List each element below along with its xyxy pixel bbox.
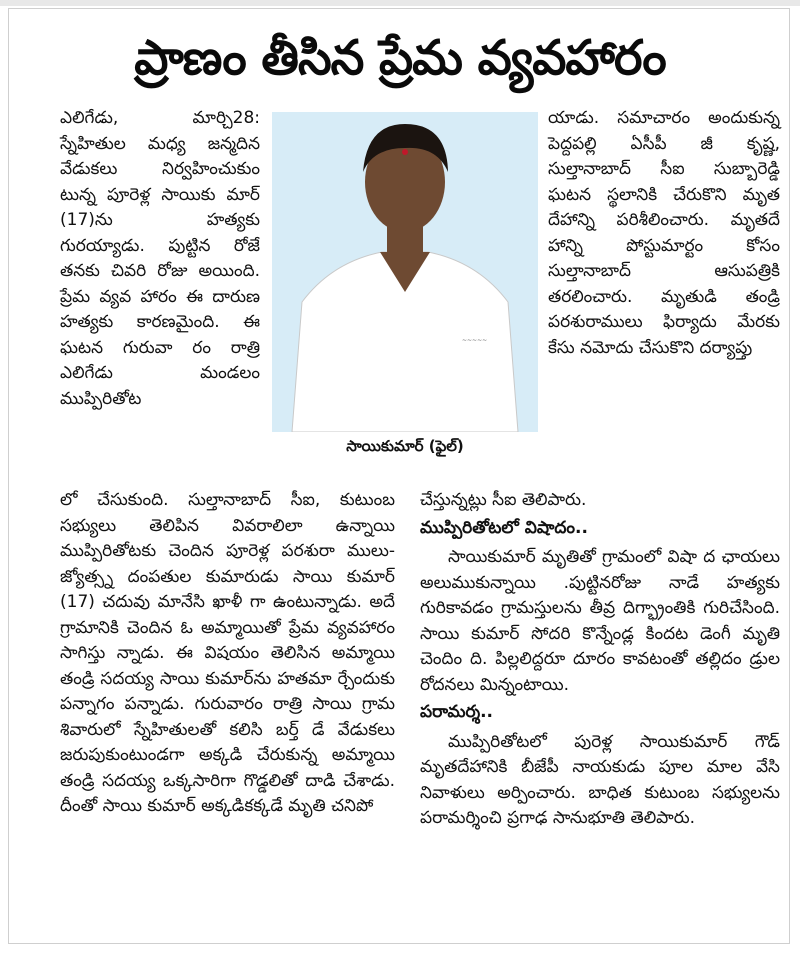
- bottom-left-text: లో చేసుకుంది. సుల్తానాబాద్ సీఐ, కుటుంబ సభ్యులు తెలిపిన వివరాలిలా ఉన్నాయి ముప్పిరితోటకు చెందిన పూరెళ్ల పరశురా ములు-జ్యోత్స్న దంపతుల కుమారుడు సాయి కుమార్ (17) చదువు మానేసి ఖాళీ గా ఉంటున్నాడు. అదే గ్రామానికి చెందిన ఓ అమ్మాయితో ప్రేమ వ్యవహారం సాగిస్తు న్నాడు. ఈ విషయం తెలిసిన అమ్మాయి తండ్రి సదయ్య సాయి కుమార్‌ను హతమా ర్చేందుకు పన్నాగం పన్నాడు. గురువారం రాత్రి సాయి గ్రామ శివారులో స్నేహితులతో కలిసి బర్త్ డే వేడుకలు జరుపుకుంటుండగా అక్కడి చేరుకున్న అమ్మాయి తండ్రి సదయ్య ఒక్కసారిగా గొడ్డలితో దాడి చేశాడు. దీంతో సాయి కుమార్ అక్కడికక్కడే మృతి చనిపో: [60, 490, 395, 816]
- shirt-print: ~~~~~: [462, 337, 488, 344]
- right-column-text: యాడు. సమాచారం అందుకున్న పెద్దపల్లి ఏసీపీ జీ కృష్ణ, సుల్తానాబాద్ సీఐ సుబ్బారెడ్డి ఘటన స్థలానికి చేరుకొని మృత దేహాన్ని పరిశీలించారు. మృతదే హాన్ని పోస్టుమార్టం కోసం సుల్తానాబాద్ ఆసుపత్రికి తరలించారు. మృతుడి తండ్రి పరశురాములు ఫిర్యాదు మేరకు కేసు నమోదు చేసుకొని దర్యాప్తు: [548, 108, 780, 358]
- top-rule: [0, 0, 800, 6]
- left-column: [60, 106, 260, 412]
- paragraph-grief: సాయికుమార్ మృతితో గ్రామంలో విషా ద ఛాయలు అలుముకున్నాయి .పుట్టినరోజు నాడే హత్యకు గురికావడం గ్రామస్తులను తీవ్ర దిగ్భ్రాంతికి గురిచేసింది. సాయి కుమార్ సోదరి కొన్నేండ్ల కిందట డెంగీ మృతి చెందిం ది. పిల్లలిద్దరూ దూరం కావటంతో తల్లిదం డ్రుల రోదనలు మిన్నంటాయి.: [420, 547, 780, 695]
- portrait-image: [272, 112, 538, 432]
- right-column: [548, 106, 780, 361]
- paragraph-condolence: ముప్పిరితోటలో పురెళ్ల సాయికుమార్ గౌడ్ మృతదేహానికి బీజేపీ నాయకుడు పూల మాల వేసి నివాళులు అర్పించారు. బాధిత కుటుంబ సభ్యులను పరామర్శించి ప్రగాఢ సానుభూతి తెలిపారు.: [420, 731, 780, 828]
- headline: ప్రాణం తీసిన ప్రేమ వ్యవహారం: [134, 30, 666, 86]
- bottom-right-column: [420, 488, 780, 832]
- left-column-text: ఎలిగేడు, మార్చి28: స్నేహితుల మధ్య జన్మదిన వేడుకలు నిర్వహించుకుం టున్న పూరెళ్ల సాయికు మార్ (17)ను హత్యకు గురయ్యాడు. పుట్టిన రోజే తనకు చివరి రోజు అయింది. ప్రేమ వ్యవ హారం ఈ దారుణ హత్యకు కారణమైంది. ఈ ఘటన గురువా రం రాత్రి ఎలిగేడు మండలం ముప్పిరితోట: [60, 108, 260, 409]
- photo-caption: సాయికుమార్ (ఫైల్): [272, 432, 538, 460]
- bottom-right-lead: చేస్తున్నట్లు సీఐ తెలిపారు.: [420, 490, 587, 510]
- photo: [272, 112, 538, 432]
- subhead-grief: ముప్పిరితోటలో విషాదం..: [420, 517, 588, 538]
- subhead-condolence: పరామర్శ..: [420, 702, 494, 722]
- bottom-left-column: [60, 488, 395, 820]
